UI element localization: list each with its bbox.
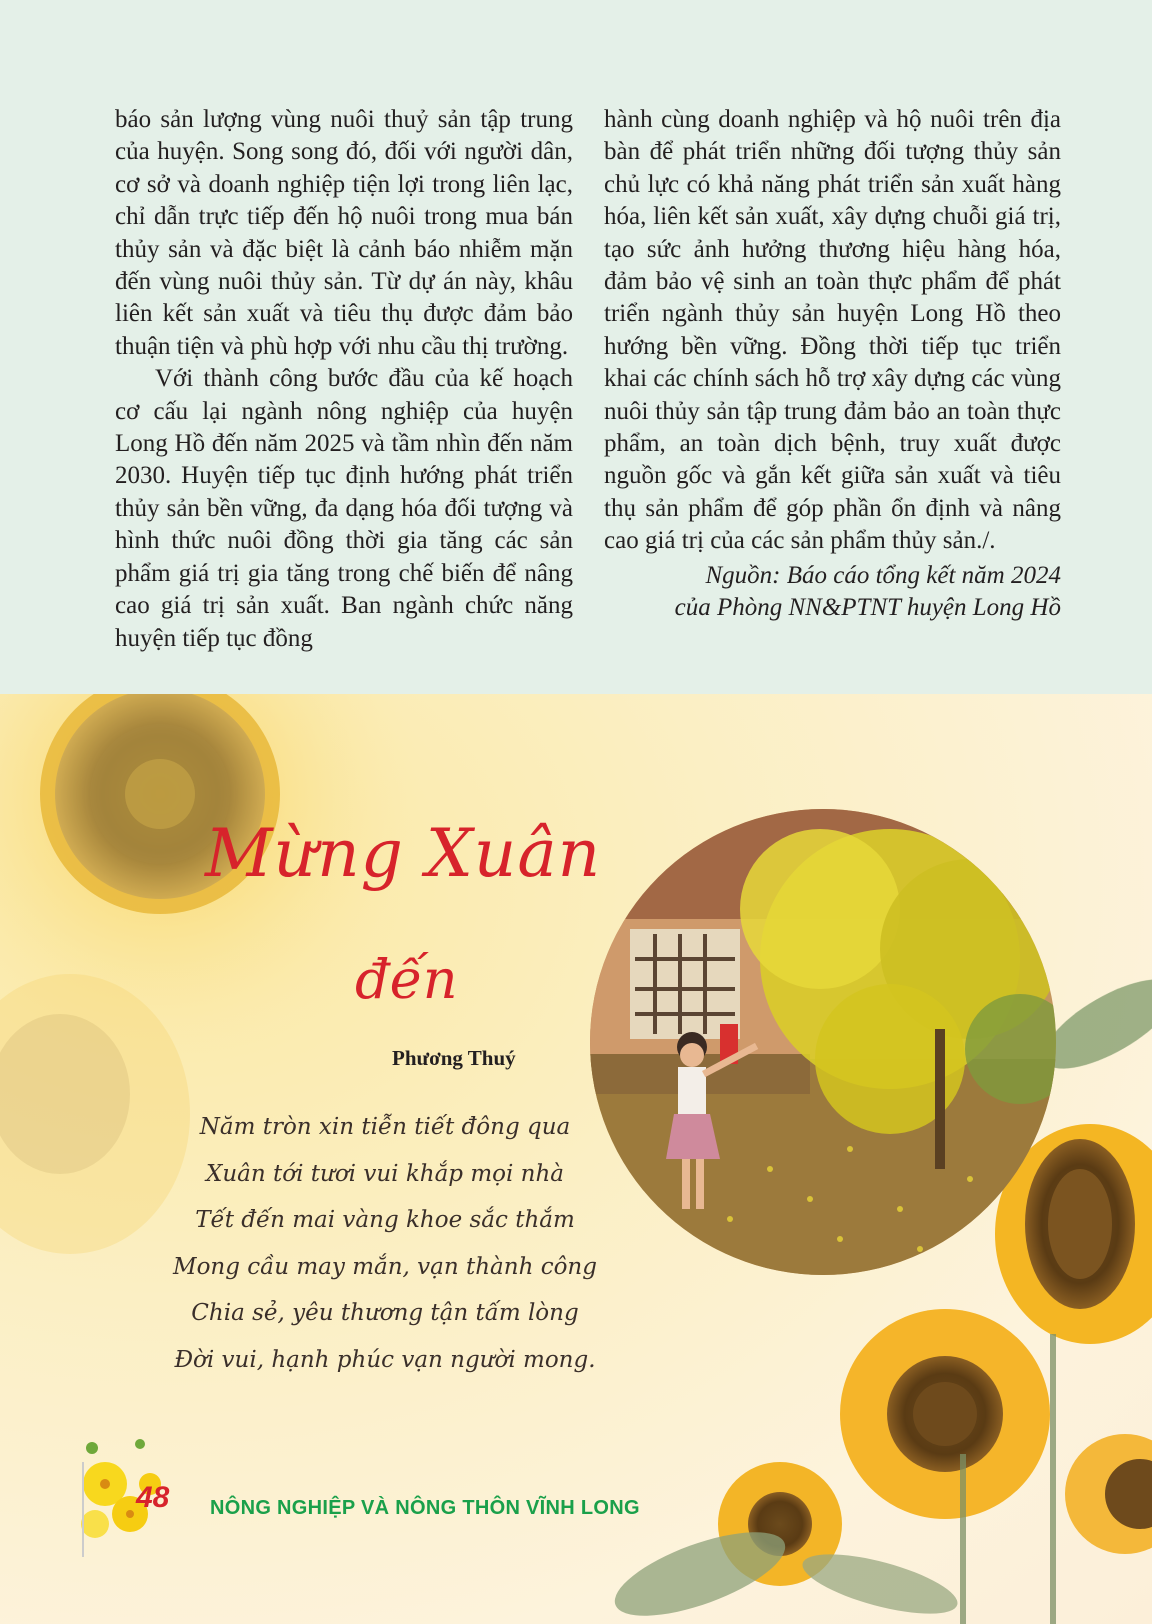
source-line-2: của Phòng NN&PTNT huyện Long Hồ: [674, 594, 1061, 622]
poem-title-line-2: đến: [355, 948, 458, 1011]
poem-photo: [590, 809, 1056, 1275]
sunflower-edge-icon: [1065, 1434, 1152, 1554]
source-line-1: Nguồn: Báo cáo tổng kết năm 2024: [705, 561, 1061, 589]
poem-line: Năm tròn xin tiễn tiết đông qua: [199, 1114, 571, 1140]
article-paragraph: báo sản lượng vùng nuôi thuỷ sản tập trung của huyện. Song song đó, đối với người dân, cơ sở và doanh nghiệp tiện lợi trong liên lạc, chỉ dẫn trực tiếp đến hộ nuôi trong mua bán thủy sản và đặc biệt là cảnh báo nhiễm mặn đến vùng nuôi thủy sản. Từ dự án này, khâu liên kết sản xuất và tiêu thụ được đảm bảo thuận tiện và phù hợp với nhu cầu thị trường.: [115, 106, 573, 360]
magazine-name: NÔNG NGHIỆP VÀ NÔNG THÔN VĨNH LONG: [210, 1497, 640, 1519]
footer-divider: [82, 1462, 84, 1557]
article-left-column: [115, 104, 573, 655]
poem-body: [170, 1104, 600, 1383]
article-right-column: [604, 104, 1061, 625]
poem-line: Tết đến mai vàng khoe sắc thắm: [195, 1207, 575, 1233]
poem-title: Mừng Xuân: [205, 815, 602, 892]
sunflower-bottom-icon: [840, 1309, 1050, 1519]
article-paragraph: Với thành công bước đầu của kế hoạch cơ cấu lại ngành nông nghiệp của huyện Long Hồ đến năm 2025 và tầm nhìn đến năm 2030. Huyện tiếp tục định hướng phát triển thủy sản bền vững, đa dạng hóa đối tượng và hình thức nuôi đồng thời gia tăng các sản phẩm giá trị gia tăng trong chế biến để nâng cao giá trị sản xuất. Ban ngành chức năng huyện tiếp tục đồng: [115, 365, 573, 652]
poem-line: Chia sẻ, yêu thương tận tấm lòng: [191, 1300, 579, 1326]
photo-illustration: [590, 809, 1056, 1275]
poem-line: Mong cầu may mắn, vạn thành công: [173, 1253, 597, 1280]
page-number: 48: [136, 1481, 170, 1514]
poem-author: Phương Thuý: [392, 1046, 516, 1070]
article-paragraph: hành cùng doanh nghiệp và hộ nuôi trên địa bàn để phát triển những đối tượng thủy sản chủ lực có khả năng phát triển sản xuất hàng hóa, liên kết sản xuất, xây dựng chuỗi giá trị, tạo sức ảnh hưởng thương hiệu hàng hóa, đảm bảo vệ sinh an toàn thực phẩm để phát triển ngành thủy sản huyện Long Hồ theo hướng bền vững. Đồng thời tiếp tục triển khai các chính sách hỗ trợ xây dựng các vùng nuôi thủy sản tập trung đảm bảo an toàn thực phẩm, an toàn dịch bệnh, truy xuất được nguồn gốc và gắn kết giữa sản xuất và tiêu thụ sản phẩm để góp phần ổn định và nâng cao giá trị của các sản phẩm thủy sản./.: [604, 106, 1061, 555]
article-source: [604, 560, 1061, 625]
poem-line: Đời vui, hạnh phúc vạn người mong.: [174, 1346, 596, 1373]
poem-line: Xuân tới tươi vui khắp mọi nhà: [206, 1160, 564, 1187]
